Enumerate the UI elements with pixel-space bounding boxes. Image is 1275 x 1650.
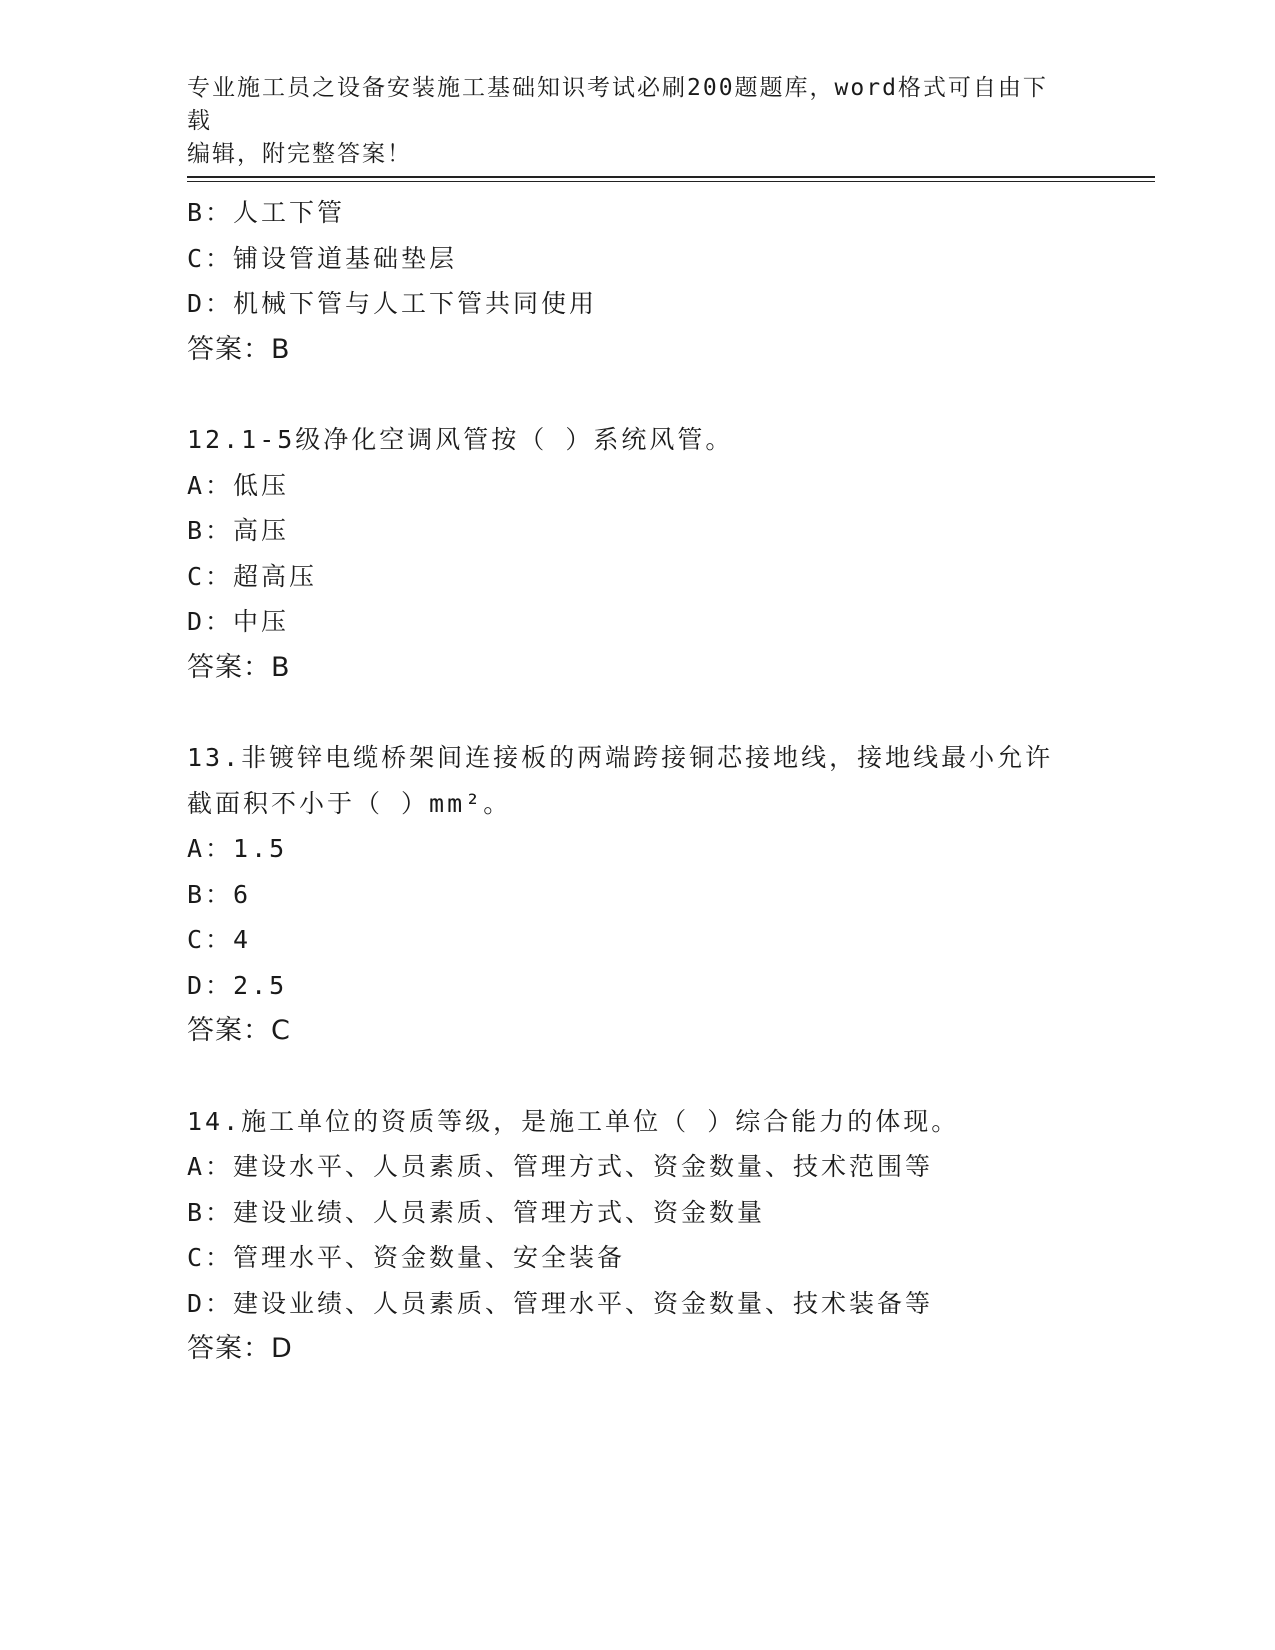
header-title-line-1: 专业施工员之设备安装施工基础知识考试必刷200题题库，word格式可自由下载 xyxy=(187,75,1048,134)
question-13 xyxy=(187,735,1087,1054)
document-body xyxy=(187,190,1087,1372)
answer: 答案：B xyxy=(187,651,291,683)
option-d: D：中压 xyxy=(187,607,290,636)
answer: 答案：C xyxy=(187,1015,291,1046)
question-text: 14.施工单位的资质等级，是施工单位（ ）综合能力的体现。 xyxy=(187,1106,960,1136)
option-d: D：建设业绩、人员素质、管理水平、资金数量、技术装备等 xyxy=(187,1288,934,1318)
question-text-line-1: 13.非镀锌电缆桥架间连接板的两端跨接铜芯接地线，接地线最小允许 xyxy=(187,743,1054,772)
option-c: C：铺设管道基础垫层 xyxy=(187,243,458,273)
answer: 答案：B xyxy=(187,333,291,365)
question-11-tail xyxy=(187,190,1087,372)
option-b: B：人工下管 xyxy=(187,198,346,227)
answer: 答案：D xyxy=(187,1333,293,1364)
option-b: B：建设业绩、人员素质、管理方式、资金数量 xyxy=(187,1197,766,1227)
option-c: C：超高压 xyxy=(187,561,318,591)
option-b: B：6 xyxy=(187,879,252,909)
question-12 xyxy=(187,417,1087,690)
question-text: 12.1-5级净化空调风管按（ ）系统风管。 xyxy=(187,425,734,454)
header-title-line-2: 编辑，附完整答案！ xyxy=(187,141,412,167)
option-b: B：高压 xyxy=(187,516,290,545)
option-a: A：低压 xyxy=(187,470,290,500)
question-text-line-2: 截面积不小于（ ）mm²。 xyxy=(187,788,512,818)
option-a: A：1.5 xyxy=(187,834,288,863)
option-d: D：2.5 xyxy=(187,970,288,1000)
question-14 xyxy=(187,1099,1087,1372)
option-d: D：机械下管与人工下管共同使用 xyxy=(187,289,598,318)
header-divider xyxy=(187,176,1155,182)
page-header xyxy=(187,72,1067,171)
option-c: C：4 xyxy=(187,925,252,954)
option-a: A：建设水平、人员素质、管理方式、资金数量、技术范围等 xyxy=(187,1152,934,1181)
option-c: C：管理水平、资金数量、安全装备 xyxy=(187,1243,626,1272)
